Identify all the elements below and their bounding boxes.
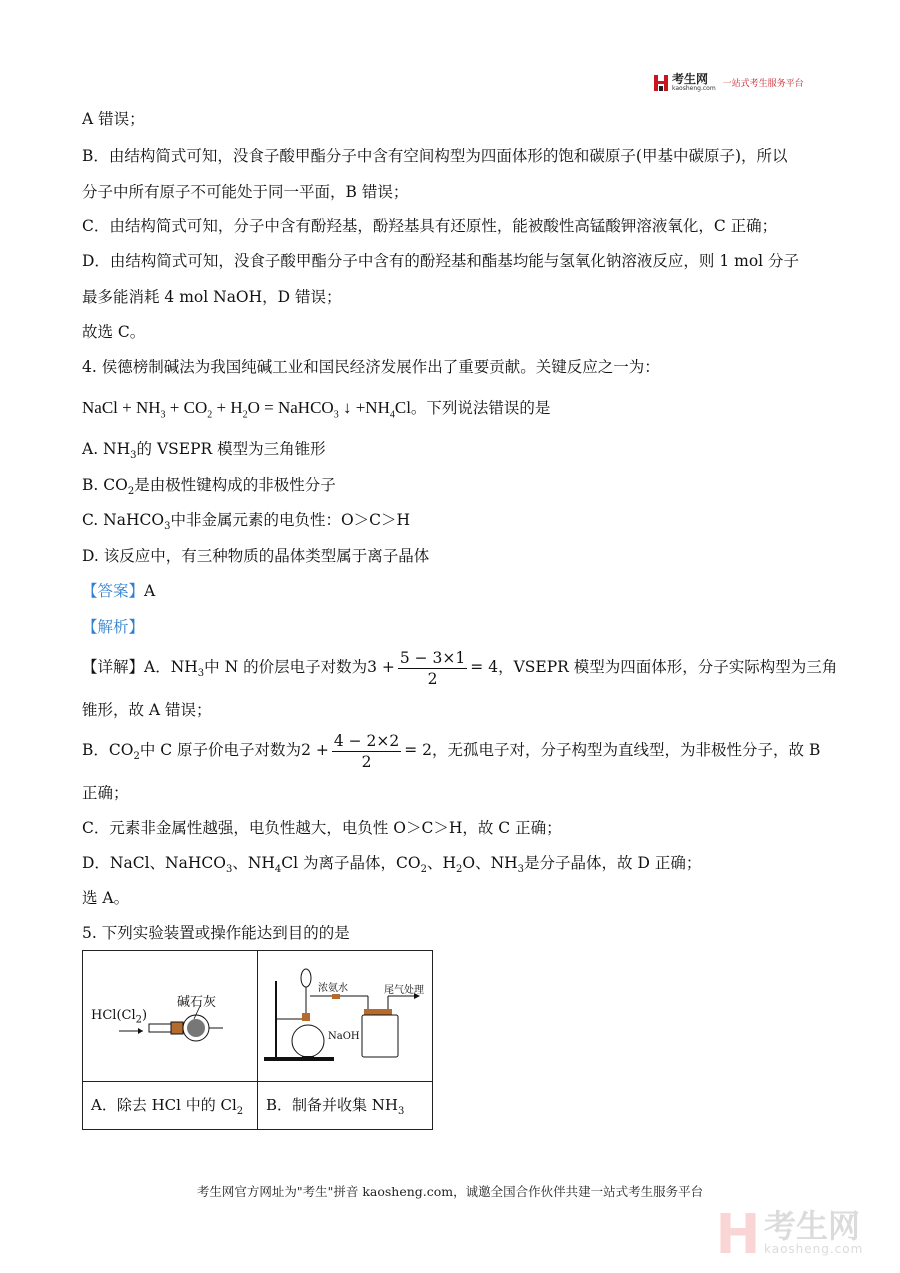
text-line: 分子中所有原子不可能处于同一平面，B 错误； (82, 183, 409, 201)
text-line: 最多能消耗 4 mol NaOH，D 错误； (82, 288, 342, 306)
detail-b: B．$CO_2$中 C 原子价电子对数为2 + $\frac{4 - 2\times 2}{2}$ = 2，无孤电子对，分子构型为直线型，为非极性分子，故 B (82, 731, 821, 771)
header-slogan: 一站式考生服务平台 (722, 79, 804, 89)
text-line: 故选 C。 (82, 323, 146, 341)
reagent-label: 碱石灰 (177, 995, 217, 1010)
question-4: 4. 侯德榜制碱法为我国纯碱工业和国民经济发展作出了重要贡献。关键反应之一为： (82, 358, 660, 376)
reagent-top-label: 浓氨水 (318, 983, 348, 994)
answer: 【答案】A (82, 582, 156, 600)
analysis-tag: 【解析】 (82, 618, 145, 636)
logo-name: 考生网 (672, 72, 709, 86)
watermark-sub: kaosheng.com (764, 1242, 864, 1256)
reaction-equation: NaCl + $NH_3 + CO_2 + H_2O$ = NaHCO$_3$ ↓ $+NH_4Cl$。下列说法错误的是 (82, 398, 551, 421)
fraction-2: $\frac{4 - 2\times 2}{2}$ (333, 731, 400, 771)
equation: NaCl + $NH_3 + CO_2 + H_2O$ = NaHCO$_3$ ↓ $+NH_4Cl$ (82, 398, 411, 421)
text-line: C．元素非金属性越强，电负性越大，电负性 O＞C＞H，故 C 正确； (82, 819, 562, 837)
option-c: C. NaHCO$_3$中非金属元素的电负性：O＞C＞H (82, 511, 411, 533)
tail-gas-label: 尾气处理 (384, 985, 424, 996)
option-d: D. 该反应中，有三种物质的晶体类型属于离子晶体 (82, 547, 430, 565)
text-line: D．由结构简式可知，没食子酸甲酯分子中含有的酚羟基和酯基均能与氢氧化钠溶液反应，则 1 mol 分子 (82, 252, 800, 270)
detail-d: D．NaCl、NaHCO$_3$、$NH_4Cl$ 为离子晶体，$CO_2$、$H_2O$、$NH_3$是分子晶体，故 D 正确； (82, 854, 702, 876)
logo-mark-icon (654, 75, 668, 91)
option-a: A. $NH_3$的 VSEPR 模型为三角锥形 (82, 440, 326, 462)
watermark-logo-icon (720, 1213, 756, 1253)
text-line: 正确； (82, 784, 129, 802)
ammonia-apparatus-diagram (258, 951, 432, 1081)
watermark-main: 考生网 (764, 1207, 861, 1245)
cell-apparatus-a (83, 951, 258, 1082)
watermark (720, 1207, 864, 1256)
text-line: A 错误； (82, 110, 145, 128)
text-line: 选 A。 (82, 889, 130, 907)
cell-apparatus-b (258, 951, 433, 1082)
naoh-label: NaOH (328, 1031, 360, 1042)
experiment-table (82, 950, 433, 1130)
caption-b: B．制备并收集 $NH_3$ (258, 1082, 433, 1130)
answer-tag: 【答案】 (82, 582, 145, 600)
text-line: C．由结构简式可知，分子中含有酚羟基，酚羟基具有还原性，能被酸性高锰酸钾溶液氧化，C 正确； (82, 217, 778, 235)
fraction-1: $\frac{5 - 3\times 1}{2}$ (399, 648, 466, 688)
option-b: B. $CO_2$是由极性键构成的非极性分子 (82, 476, 336, 498)
text-line: B．由结构简式可知，没食子酸甲酯分子中含有空间构型为四面体形的饱和碳原子(甲基中碳原子)，所以 (82, 147, 788, 165)
detail-a: 【详解】A．$NH_3$中 N 的价层电子对数为3 + $\frac{5 - 3\times 1}{2}$ = 4，VSEPR 模型为四面体形，分子实际构型为三角 (82, 648, 838, 688)
text-line: 锥形，故 A 错误； (82, 701, 212, 719)
footer-text: 考生网官方网址为"考生"拼音 kaosheng.com，诚邀全国合作伙伴共建一站式考生服务平台 (196, 1184, 704, 1199)
logo-domain: kaosheng.com (672, 85, 716, 92)
gas-label: $HCl(Cl_2)$ (91, 1008, 148, 1026)
question-5: 5. 下列实验装置或操作能达到目的的是 (82, 924, 350, 942)
header-logo (654, 73, 804, 92)
caption-a: A．除去 HCl 中的 $Cl_2$ (83, 1082, 258, 1130)
